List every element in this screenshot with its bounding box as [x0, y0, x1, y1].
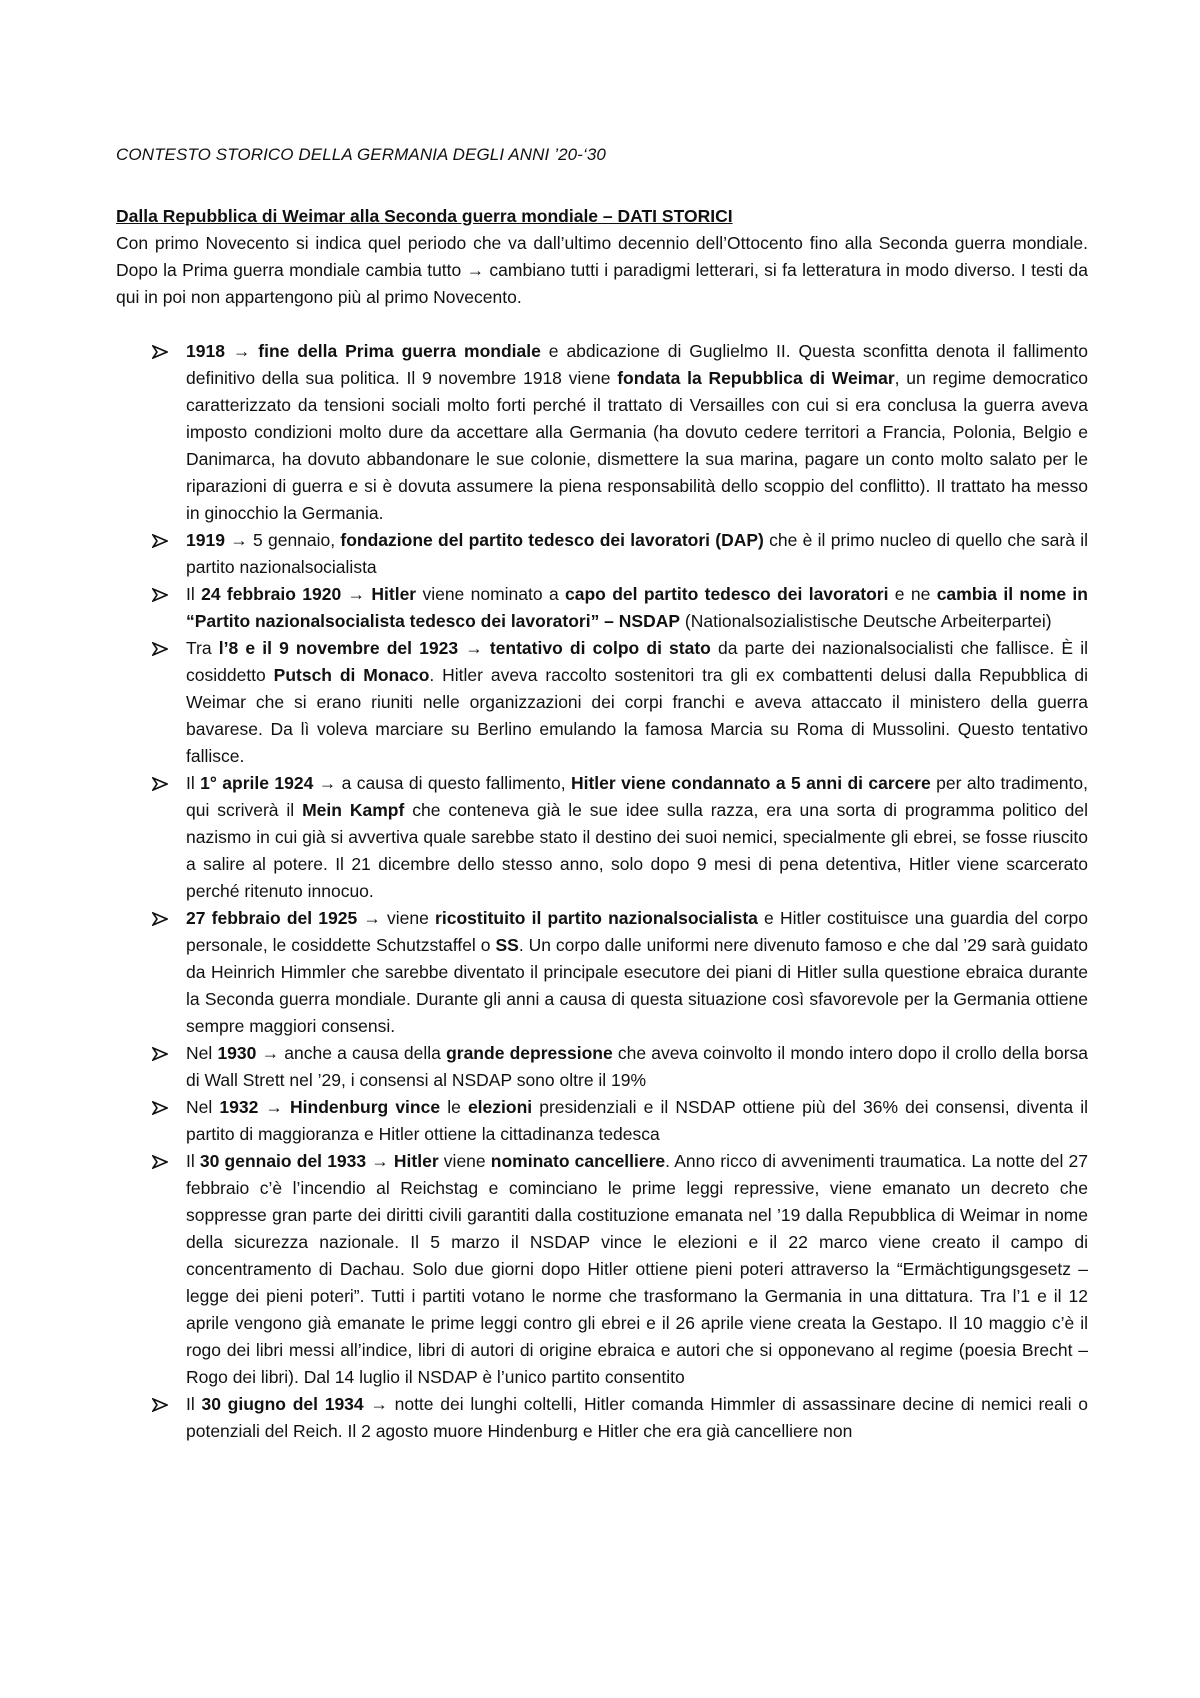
intro-text-2: cambiano tutti i paradigmi letterari, si fa letteratura in modo diverso. I testi da qui in poi non appartengono più al primo Novecento. [116, 260, 1088, 307]
intro-text-1: Con primo Novecento si indica quel periodo che va dall’ultimo decennio dell’Ottocento fino alla Seconda guerra mondiale. Dopo la Prima guerra mondiale cambia tutto [116, 233, 1088, 280]
timeline-item-1923: Tra l’8 e il 9 novembre del 1923 → tentativo di colpo di stato da parte dei nazionalsocialisti che fallisce. È il cosiddetto Putsch di Monaco. Hitler aveva raccolto sostenitori tra gli ex combattenti delusi dalla Repubblica di Weimar che si erano riuniti nelle organizzazioni dei corpi franchi e aveva attaccato il ministero della guerra bavarese. Da lì voleva marciare su Berlino emulando la famosa Marcia su Roma di Mussolini. Questo tentativo fallisce. [150, 635, 1088, 770]
timeline-item-1932: Nel 1932 → Hindenburg vince le elezioni presidenziali e il NSDAP ottiene più del 36% dei consensi, diventa il partito di maggioranza e Hitler ottiene la cittadinanza tedesca [150, 1094, 1088, 1148]
history-section [116, 203, 1088, 311]
section-heading [116, 203, 1088, 230]
timeline-item-1934: Il 30 giugno del 1934 → notte dei lunghi coltelli, Hitler comanda Himmler di assassinare decine di nemici reali o potenziali del Reich. Il 2 agosto muore Hindenburg e Hitler che era già cancelliere non [150, 1391, 1088, 1445]
timeline-list [150, 338, 1088, 1445]
intro-paragraph [116, 230, 1088, 311]
arrowhead-bullet-icon [152, 1101, 168, 1115]
document-title: CONTESTO STORICO DELLA GERMANIA DEGLI ANNI ’20-‘30 [116, 145, 606, 164]
arrowhead-bullet-icon [152, 534, 168, 548]
timeline-item-1918: 1918 → fine della Prima guerra mondiale e abdicazione di Guglielmo II. Questa sconfitta denota il fallimento definitivo della sua politica. Il 9 novembre 1918 viene fondata la Repubblica di Weimar, un regime democratico caratterizzato da tensioni sociali molto forti perché il trattato di Versailles con cui si era conclusa la guerra aveva imposto condizioni molto dure da accettare alla Germania (ha dovuto cedere territori a Francia, Polonia, Belgio e Danimarca, ha dovuto abbandonare le sue colonie, dismettere la sua marina, pagare un conto molto salato per le riparazioni di guerra e si è dovuta assumere la piena responsabilità dello scoppio del conflitto). Il trattato ha messo in ginocchio la Germania. [150, 338, 1088, 527]
arrowhead-bullet-icon [152, 1398, 168, 1412]
timeline-item-1933: Il 30 gennaio del 1933 → Hitler viene nominato cancelliere. Anno ricco di avvenimenti traumatica. La notte del 27 febbraio c’è l’incendio al Reichstag e cominciano le prime leggi repressive, viene emanato un decreto che soppresse gran parte dei diritti civili garantiti dalla costituzione emanata nel ’19 dalla Repubblica di Weimar in nome della sicurezza nazionale. Il 5 marzo il NSDAP vince le elezioni e il 22 marco viene creato il campo di concentramento di Dachau. Solo due giorni dopo Hitler ottiene pieni poteri attraverso la “Ermächtigungsgesetz – legge dei pieni poteri”. Tutti i partiti votano le norme che trasformano la Germania in una dittatura. Tra l’1 e il 12 aprile vengono già emanate le prime leggi contro gli ebrei e il 26 aprile viene creata la Gestapo. Il 10 maggio c’è il rogo dei libri messi all’indice, libri di autori di origine ebraica e autori che si opponevano al regime (poesia Brecht – Rogo dei libri). Dal 14 luglio il NSDAP è l’unico partito consentito [150, 1148, 1088, 1391]
timeline-item-1919: 1919 → 5 gennaio, fondazione del partito tedesco dei lavoratori (DAP) che è il primo nucleo di quello che sarà il partito nazionalsocialista [150, 527, 1088, 581]
arrowhead-bullet-icon [152, 1047, 168, 1061]
section-heading-tag: DATI STORICI [617, 206, 733, 226]
timeline-item-1920: Il 24 febbraio 1920 → Hitler viene nominato a capo del partito tedesco dei lavoratori e ne cambia il nome in “Partito nazionalsocialista tedesco dei lavoratori” – NSDAP (Nationalsozialistische Deutsche Arbeiterpartei) [150, 581, 1088, 635]
section-heading-main: Dalla Repubblica di Weimar alla Seconda guerra mondiale – [116, 206, 618, 226]
timeline-item-1924: Il 1° aprile 1924 → a causa di questo fallimento, Hitler viene condannato a 5 anni di carcere per alto tradimento, qui scriverà il Mein Kampf che conteneva già le sue idee sulla razza, era una sorta di programma politico del nazismo in cui già si avvertiva quale sarebbe stato il destino dei suoi nemici, specialmente gli ebrei, se fosse riuscito a salire al potere. Il 21 dicembre dello stesso anno, solo dopo 9 mesi di pena detentiva, Hitler viene scarcerato perché ritenuto innocuo. [150, 770, 1088, 905]
arrowhead-bullet-icon [152, 642, 168, 656]
arrowhead-bullet-icon [152, 588, 168, 602]
arrowhead-bullet-icon [152, 777, 168, 791]
intro-arrow: → [466, 260, 485, 280]
timeline-item-1925: 27 febbraio del 1925 → viene ricostituito il partito nazionalsocialista e Hitler costituisce una guardia del corpo personale, le cosiddette Schutzstaffel o SS. Un corpo dalle uniformi nere divenuto famoso e che dal ’29 sarà guidato da Heinrich Himmler che sarebbe diventato il principale esecutore dei piani di Hitler sulla questione ebraica durante la Seconda guerra mondiale. Durante gli anni a causa di questa situazione così sfavorevole per la Germania ottiene sempre maggiori consensi. [150, 905, 1088, 1040]
timeline-item-1930: Nel 1930 → anche a causa della grande depressione che aveva coinvolto il mondo intero dopo il crollo della borsa di Wall Strett nel ’29, i consensi al NSDAP sono oltre il 19% [150, 1040, 1088, 1094]
arrowhead-bullet-icon [152, 345, 168, 359]
arrowhead-bullet-icon [152, 912, 168, 926]
arrowhead-bullet-icon [152, 1155, 168, 1169]
